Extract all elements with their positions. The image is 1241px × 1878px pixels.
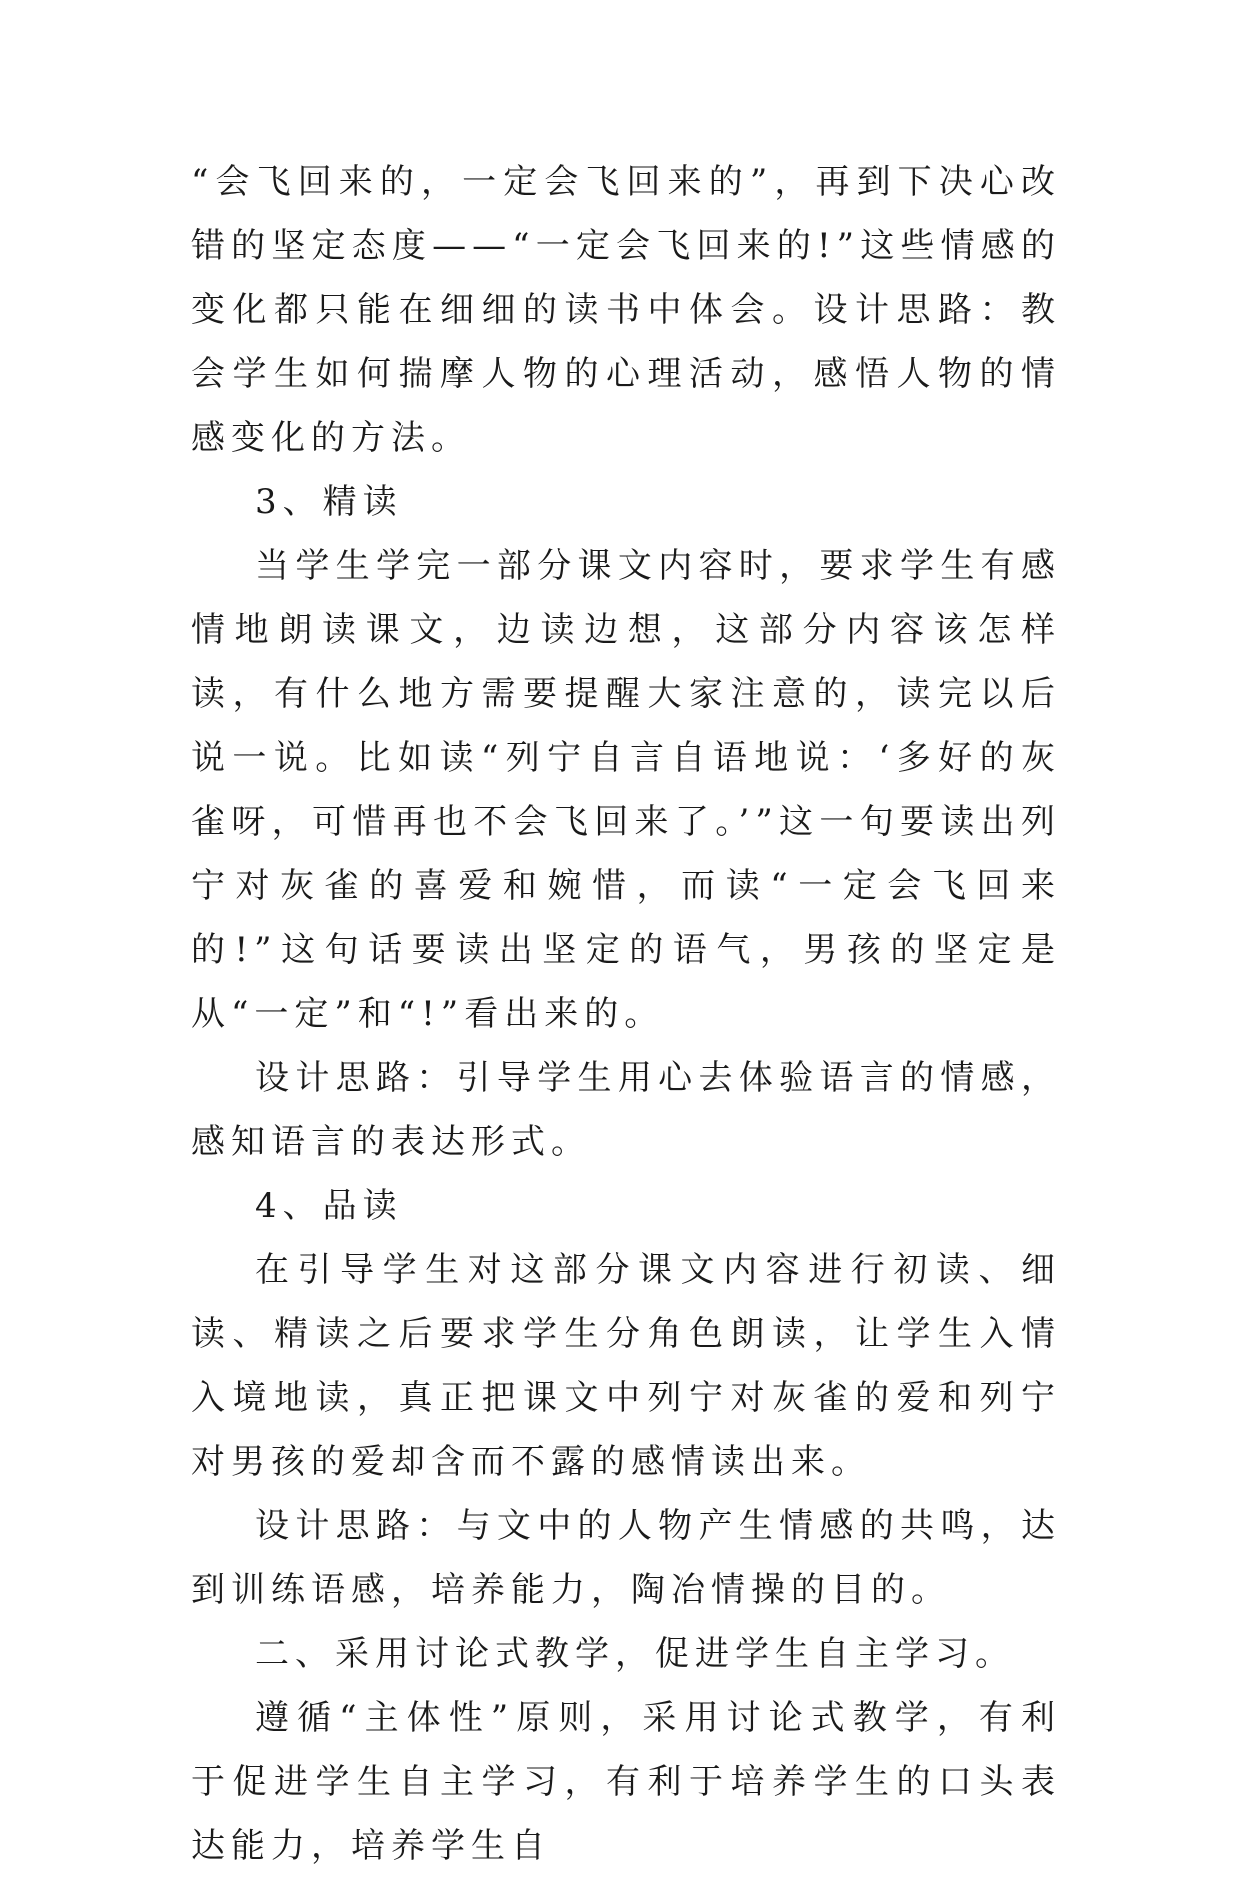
paragraph-design-idea-1: 设计思路：引导学生用心去体验语言的情感，感知语言的表达形式。 xyxy=(191,1058,1061,1162)
paragraph-jingdu: 当学生学完一部分课文内容时，要求学生有感情地朗读课文，边读边想，这部分内容该怎样读，有什么地方需要提醒大家注意的，读完以后说一说。比如读“列宁自言自语地说：‘多好的灰雀呀，可惜再也不会飞回来了。’”这一句要读出列宁对灰雀的喜爱和婉惜，而读“一定会飞回来的!”这句话要读出坚定的语气，男孩的坚定是从“一定”和“!”看出来的。 xyxy=(191,546,1061,1034)
paragraph-design-idea-2: 设计思路：与文中的人物产生情感的共鸣，达到训练语感，培养能力，陶冶情操的目的。 xyxy=(191,1506,1061,1610)
section-heading-pindu: 4、品读 xyxy=(255,1186,403,1226)
paragraph-continuation: “会飞回来的，一定会飞回来的”，再到下决心改错的坚定态度——“一定会飞回来的!”这些情感的变化都只能在细细的读书中体会。设计思路：教会学生如何揣摩人物的心理活动，感悟人物的情感变化的方法。 xyxy=(191,162,1061,458)
paragraph-pindu: 在引导学生对这部分课文内容进行初读、细读、精读之后要求学生分角色朗读，让学生入情入境地读，真正把课文中列宁对灰雀的爱和列宁对男孩的爱却含而不露的感情读出来。 xyxy=(191,1250,1061,1482)
document-body xyxy=(191,150,1061,1878)
section-heading-jingdu: 3、精读 xyxy=(255,482,403,522)
section-heading-discussion: 二、采用讨论式教学，促进学生自主学习。 xyxy=(255,1634,1015,1674)
paragraph-discussion: 遵循“主体性”原则，采用讨论式教学，有利于促进学生自主学习，有利于培养学生的口头表达能力，培养学生自 xyxy=(191,1698,1061,1866)
